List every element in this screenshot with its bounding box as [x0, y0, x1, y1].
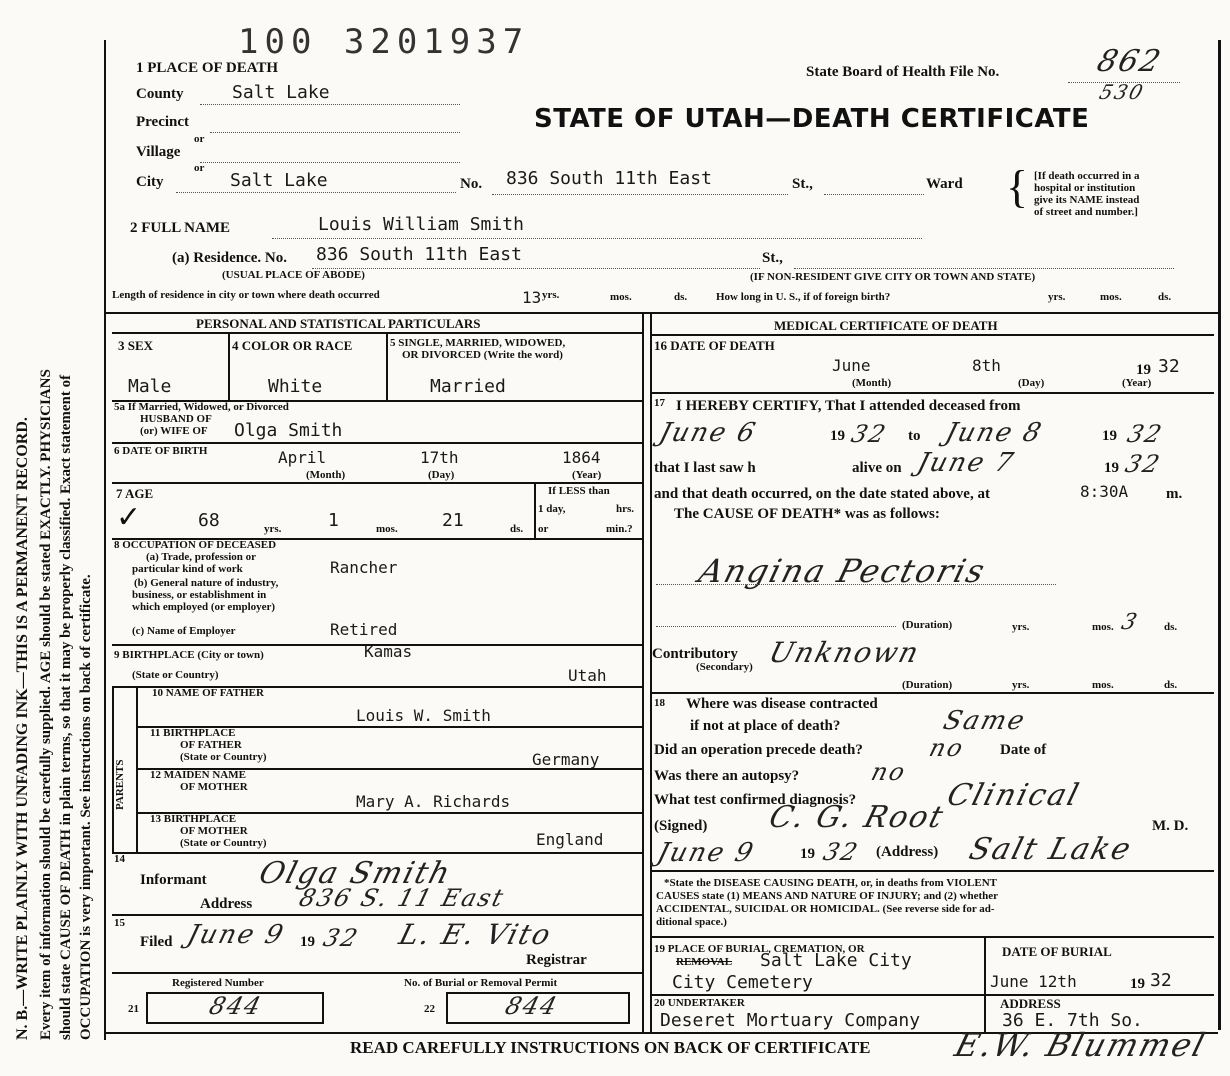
death-month-label: (Month): [852, 377, 892, 389]
mother-value: Mary A. Richards: [356, 792, 511, 811]
note-line3: ACCIDENTAL, SUICIDAL OR HOMICIDAL. (See reverse side for ad-: [656, 903, 995, 915]
date-of-death-label: 16 DATE OF DEATH: [654, 338, 775, 353]
father-bp-label-2: OF FATHER: [180, 739, 242, 751]
sex-value: Male: [128, 376, 172, 397]
signed-year-prefix: 19: [800, 846, 815, 862]
note-line2: CAUSES state (1) MEANS AND NATURE OF INJURY; and (2) whether: [656, 890, 999, 902]
alive-on-label: alive on: [852, 460, 902, 476]
city-label: City: [136, 174, 164, 190]
file-sub-number: 530: [1096, 80, 1148, 104]
color-label: 4 COLOR OR RACE: [232, 338, 353, 353]
length-yrs-label: yrs.: [542, 289, 560, 301]
registrar-signature: L. E. Vito: [395, 918, 556, 951]
dob-year: 1864: [562, 448, 601, 467]
father-bp-value: Germany: [532, 750, 600, 769]
test-label: What test confirmed diagnosis?: [654, 792, 857, 808]
duration-label: (Duration): [902, 619, 953, 631]
age-ds-label: ds.: [510, 523, 524, 535]
marital-value: Married: [430, 376, 506, 397]
filed-year: 32: [320, 924, 363, 952]
age-mos: 1: [328, 510, 339, 531]
age-mos-label: mos.: [376, 523, 398, 535]
employer-value: Retired: [330, 620, 398, 639]
us-mos-label: mos.: [1100, 291, 1122, 303]
dob-month: April: [278, 448, 327, 467]
date-of-label: Date of: [1000, 742, 1047, 758]
check-mark: ✓: [116, 501, 142, 534]
full-name-value: Louis William Smith: [318, 214, 524, 235]
attended-to: June 8: [941, 418, 1047, 448]
marital-label-1: 5 SINGLE, MARRIED, WIDOWED,: [390, 337, 566, 349]
reg-no-num: 21: [128, 1003, 139, 1015]
us-label: How long in U. S., if of foreign birth?: [716, 291, 891, 303]
dob-label: 6 DATE OF BIRTH: [114, 445, 208, 457]
duration-mos-label: mos.: [1092, 621, 1114, 633]
alive-year: 32: [1122, 450, 1165, 478]
undertaker-value: Deseret Mortuary Company: [660, 1010, 921, 1031]
full-name-label: 2 FULL NAME: [130, 220, 231, 236]
time-m-label: m.: [1166, 486, 1183, 502]
birthplace-label: 9 BIRTHPLACE (City or town): [114, 649, 264, 661]
certify-text: I HEREBY CERTIFY, That I attended deceased from: [676, 398, 1021, 414]
alive-year-prefix: 19: [1104, 460, 1119, 476]
length-label: Length of residence in city or town where death occurred: [112, 289, 380, 301]
county-label: County: [136, 86, 184, 102]
secondary-label: (Secondary): [696, 661, 753, 673]
attended-from-year: 32: [848, 420, 891, 448]
precinct-label: Precinct: [136, 114, 190, 130]
file-number: 862: [1093, 44, 1166, 79]
physician-address-label: (Address): [876, 844, 939, 860]
parents-label: PARENTS: [114, 759, 126, 810]
informant-label: Informant: [140, 872, 207, 888]
footer-text: READ CAREFULLY INSTRUCTIONS ON BACK OF CERTIFICATE: [350, 1038, 871, 1057]
length-mos-label: mos.: [610, 291, 632, 303]
mother-label-2: OF MOTHER: [180, 781, 248, 793]
column-divider-2: [650, 312, 652, 1032]
informant-address: 836 S. 11 East: [296, 884, 509, 912]
non-resident-label: (IF NON-RESIDENT GIVE CITY OR TOWN AND STATE): [750, 271, 1036, 283]
mother-label-1: 12 MAIDEN NAME: [150, 769, 246, 781]
spouse-label-3: (or) WIFE OF: [140, 425, 208, 437]
signed-year: 32: [820, 838, 863, 866]
filed-label: Filed: [140, 934, 173, 950]
city-value: Salt Lake: [230, 170, 328, 191]
side-notice: N. B.—WRITE PLAINLY WITH UNFADING INK—THIS IS A PERMANENT RECORD.: [14, 417, 31, 1040]
death-year: 32: [1158, 356, 1180, 377]
color-value: White: [268, 376, 323, 397]
physician-signature: C. G. Root: [765, 800, 949, 835]
burial-place-label: 19 PLACE OF BURIAL, CREMATION, OR: [654, 943, 865, 955]
or-label-2: or: [194, 162, 205, 174]
duration2-ds: ds.: [1164, 679, 1178, 691]
informant-signature: Olga Smith: [255, 856, 456, 891]
contributory-value: Unknown: [765, 636, 924, 669]
duration2-mos: mos.: [1092, 679, 1114, 691]
father-label: 10 NAME OF FATHER: [152, 687, 264, 699]
or-label-1: or: [194, 133, 205, 145]
employer-label: (c) Name of Employer: [132, 625, 236, 637]
occurred-label: and that death occurred, on the date stated above, at: [654, 486, 990, 502]
st-label: St.,: [792, 176, 813, 192]
occupation-b1: (b) General nature of industry,: [134, 577, 279, 589]
cause-value: Angina Pectoris: [694, 552, 991, 590]
mother-bp-label-2: OF MOTHER: [180, 825, 248, 837]
filed-year-prefix: 19: [300, 934, 315, 950]
mother-bp-value: England: [536, 830, 604, 849]
q18-line1: Where was disease contracted: [686, 696, 878, 712]
filed-num: 15: [114, 917, 125, 929]
address-no-label: No.: [460, 176, 483, 192]
residence-st-label: St.,: [762, 250, 783, 266]
birthplace-state-label: (State or Country): [132, 669, 219, 681]
father-bp-label-1: 11 BIRTHPLACE: [150, 727, 236, 739]
occupation-b2: business, or establishment in: [132, 589, 267, 601]
registrar-label: Registrar: [526, 952, 587, 968]
personal-heading: PERSONAL AND STATISTICAL PARTICULARS: [196, 316, 481, 331]
test-value: Clinical: [943, 778, 1085, 813]
brace: {: [1006, 161, 1029, 212]
attended-to-year: 32: [1124, 420, 1167, 448]
cause-label: The CAUSE OF DEATH* was as follows:: [674, 506, 940, 522]
death-month: June: [832, 356, 871, 375]
length-yrs-value: 13: [522, 288, 542, 307]
less-than-label: If LESS than: [548, 485, 610, 497]
section-rule: [104, 312, 1218, 314]
duration2-label: (Duration): [902, 679, 953, 691]
file-label: State Board of Health File No.: [806, 64, 1000, 80]
age-ds: 21: [442, 510, 464, 531]
address-value: 836 South 11th East: [506, 168, 712, 189]
dob-month-label: (Month): [306, 469, 346, 481]
burial-year-prefix: 19: [1130, 976, 1145, 992]
occupation-value: Rancher: [330, 558, 398, 577]
burial-date-label: DATE OF BURIAL: [1002, 944, 1112, 959]
physician-address: Salt Lake: [965, 832, 1137, 867]
registered-number-value: 844: [206, 992, 266, 1020]
contributory-label: Contributory: [652, 646, 738, 662]
dob-day-label: (Day): [428, 469, 455, 481]
village-label: Village: [136, 144, 181, 160]
age-yrs: 68: [198, 510, 220, 531]
note-line4: ditional space.): [656, 916, 727, 928]
removal-label: REMOVAL: [676, 956, 733, 968]
occupation-a2: particular kind of work: [132, 563, 243, 575]
signed-date: June 9: [653, 838, 759, 868]
dob-year-label: (Year): [572, 469, 602, 481]
undertaker-address-label: ADDRESS: [1000, 996, 1061, 1011]
usual-abode-label: (USUAL PLACE OF ABODE): [222, 269, 365, 281]
duration2-yrs: yrs.: [1012, 679, 1030, 691]
one-day-label: 1 day,: [538, 503, 566, 515]
autopsy-value: no: [868, 758, 910, 786]
certify-num: 17: [654, 397, 665, 409]
permit-value: 844: [502, 992, 562, 1020]
min-label: min.?: [606, 523, 633, 535]
stamp-number: 100 3201937: [238, 22, 530, 62]
death-day: 8th: [972, 356, 1001, 375]
left-border: [104, 40, 106, 1040]
registered-number-label: Registered Number: [172, 977, 264, 989]
side-instructions-2: should state CAUSE OF DEATH in plain terms, so that it may be properly classified. Exact statement of: [58, 374, 74, 1040]
column-divider-1: [642, 312, 644, 1032]
hospital-note-3: give its NAME instead: [1034, 194, 1140, 206]
place-heading: 1 PLACE OF DEATH: [136, 60, 279, 76]
birthplace-city: Kamas: [364, 642, 413, 661]
occupation-b3: which employed (or employer): [132, 601, 276, 613]
to-label: to: [908, 428, 921, 444]
filed-date: June 9: [183, 920, 289, 950]
operation-value: no: [926, 734, 968, 762]
age-label: 7 AGE: [116, 486, 154, 501]
father-value: Louis W. Smith: [356, 706, 491, 725]
occupation-a1: (a) Trade, profession or: [146, 551, 256, 563]
residence-value: 836 South 11th East: [316, 244, 522, 265]
birthplace-state: Utah: [568, 666, 607, 685]
to-year-prefix: 19: [1102, 428, 1117, 444]
md-label: M. D.: [1152, 818, 1189, 834]
permit-num: 22: [424, 1003, 435, 1015]
from-year-prefix: 19: [830, 428, 845, 444]
undertaker-label: 20 UNDERTAKER: [654, 997, 745, 1009]
duration-yrs-label: yrs.: [1012, 621, 1030, 633]
spouse-value: Olga Smith: [234, 420, 343, 441]
side-instructions-1: Every item of information should be carefully supplied. AGE should be stated EXACTLY. PHYSICIANS: [38, 369, 54, 1040]
duration-mos-value: 3: [1118, 610, 1142, 635]
marital-label-2: OR DIVORCED (Write the word): [402, 349, 563, 361]
age-yrs-label: yrs.: [264, 523, 282, 535]
contracted-value: Same: [939, 706, 1030, 736]
death-year-prefix: 19: [1136, 362, 1151, 378]
registrar-footer-signature: E.W. Blummel: [950, 1026, 1211, 1064]
alive-date: June 7: [913, 448, 1019, 478]
dob-day: 17th: [420, 448, 459, 467]
mother-bp-label-1: 13 BIRTHPLACE: [150, 813, 237, 825]
hospital-note-1: [If death occurred in a: [1034, 170, 1140, 182]
right-border: [1218, 40, 1221, 1030]
operation-label: Did an operation precede death?: [654, 742, 863, 758]
hrs-label: hrs.: [616, 503, 635, 515]
sex-label: 3 SEX: [118, 338, 154, 353]
q18-num: 18: [654, 697, 665, 709]
burial-date: June 12th: [990, 972, 1077, 991]
informant-address-label: Address: [200, 896, 253, 912]
length-ds-label: ds.: [674, 291, 688, 303]
mother-bp-label-3: (State or Country): [180, 837, 267, 849]
occupation-heading: 8 OCCUPATION OF DECEASED: [114, 539, 277, 551]
death-time: 8:30A: [1080, 482, 1129, 501]
county-value: Salt Lake: [232, 82, 330, 103]
undertaker-address: 36 E. 7th So.: [1002, 1010, 1143, 1031]
autopsy-label: Was there an autopsy?: [654, 768, 800, 784]
hospital-note-2: hospital or institution: [1034, 182, 1136, 194]
father-bp-label-3: (State or Country): [180, 751, 267, 763]
death-year-label: (Year): [1122, 377, 1152, 389]
us-ds-label: ds.: [1158, 291, 1172, 303]
burial-place-1: Salt Lake City: [760, 950, 912, 971]
page-title: STATE OF UTAH—DEATH CERTIFICATE: [534, 104, 1090, 134]
attended-from: June 6: [655, 418, 761, 448]
ward-label: Ward: [926, 176, 963, 192]
q18-line2: if not at place of death?: [690, 718, 841, 734]
us-yrs-label: yrs.: [1048, 291, 1066, 303]
note-line1: *State the DISEASE CAUSING DEATH, or, in deaths from VIOLENT: [664, 877, 998, 889]
spouse-label-1: 5a If Married, Widowed, or Divorced: [114, 401, 289, 413]
duration-ds-label: ds.: [1164, 621, 1178, 633]
or-min-label: or: [538, 523, 549, 535]
side-instructions-3: OCCUPATION is very important. See instructions on back of certificate.: [78, 574, 94, 1040]
medical-heading: MEDICAL CERTIFICATE OF DEATH: [774, 318, 998, 333]
burial-place-2: City Cemetery: [672, 972, 813, 993]
informant-num: 14: [114, 853, 125, 865]
death-day-label: (Day): [1018, 377, 1045, 389]
signed-label: (Signed): [654, 818, 708, 834]
residence-label: (a) Residence. No.: [172, 250, 287, 266]
hospital-note-4: of street and number.]: [1034, 206, 1138, 218]
permit-label: No. of Burial or Removal Permit: [404, 977, 558, 989]
last-saw-label: that I last saw h: [654, 460, 756, 476]
spouse-label-2: HUSBAND OF: [140, 413, 212, 425]
burial-year: 32: [1150, 970, 1172, 991]
